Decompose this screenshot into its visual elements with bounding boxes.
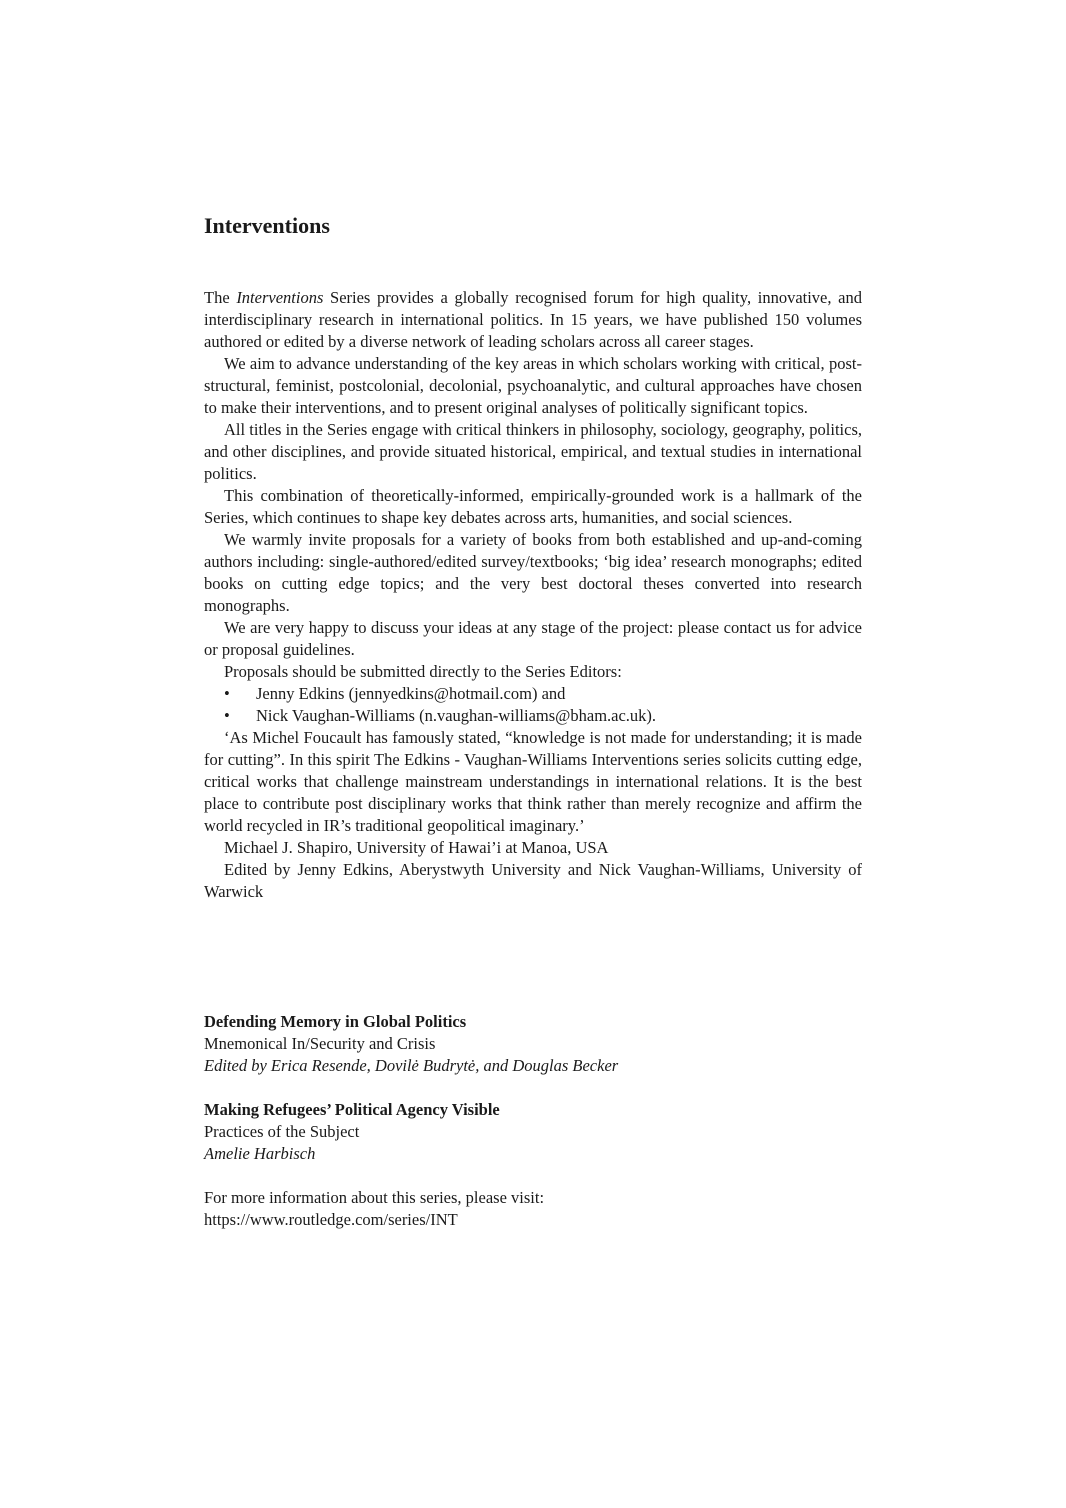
series-url[interactable]: https://www.routledge.com/series/INT bbox=[204, 1210, 458, 1229]
book-subtitle: Mnemonical In/Security and Crisis bbox=[204, 1034, 436, 1053]
list-item bbox=[204, 705, 862, 727]
editor-entry: Nick Vaughan-Williams (n.vaughan-williams@bham.ac.uk). bbox=[256, 706, 657, 725]
series-description bbox=[204, 287, 862, 903]
series-name-italic: Interventions bbox=[236, 288, 324, 307]
edited-by-line: Edited by Jenny Edkins, Aberystwyth University and Nick Vaughan-Williams, University of Warwick bbox=[204, 860, 862, 901]
book-list bbox=[204, 1011, 862, 1187]
bullet-icon: • bbox=[224, 706, 230, 725]
book-author: Amelie Harbisch bbox=[204, 1144, 316, 1163]
intro-paragraph-7: Proposals should be submitted directly to the Series Editors: bbox=[224, 662, 622, 681]
intro-paragraph-1 bbox=[204, 287, 862, 353]
series-editors-list bbox=[204, 683, 862, 727]
more-info bbox=[204, 1187, 862, 1231]
intro-p1-suffix: Series provides a globally recognised forum for high quality, innovative, and interdisciplinary research in international politics. In 15 years, we have published 150 volumes authored or edited by a diverse network of leading scholars across all career stages. bbox=[204, 288, 862, 351]
quote-attribution: Michael J. Shapiro, University of Hawai’i at Manoa, USA bbox=[224, 838, 609, 857]
book-entry bbox=[204, 1011, 862, 1077]
intro-paragraph-5: We warmly invite proposals for a variety of books from both established and up-and-coming authors including: single-authored/edited survey/textbooks; ‘big idea’ research monographs; edited books on cutting edge topics; and the very best doctoral theses converted into research monographs. bbox=[204, 530, 862, 615]
intro-p1-prefix: The bbox=[204, 288, 237, 307]
book-title: Making Refugees’ Political Agency Visible bbox=[204, 1100, 500, 1119]
book-entry bbox=[204, 1099, 862, 1165]
intro-paragraph-3: All titles in the Series engage with critical thinkers in philosophy, sociology, geography, politics, and other disciplines, and provide situated historical, empirical, and textual studies in international politics. bbox=[204, 420, 862, 483]
more-info-label: For more information about this series, please visit: bbox=[204, 1188, 545, 1207]
editor-entry: Jenny Edkins (jennyedkins@hotmail.com) and bbox=[256, 684, 566, 703]
intro-paragraph-6: We are very happy to discuss your ideas at any stage of the project: please contact us for advice or proposal guidelines. bbox=[204, 618, 862, 659]
series-title: Interventions bbox=[204, 213, 330, 238]
intro-paragraph-4: This combination of theoretically-informed, empirically-grounded work is a hallmark of the Series, which continues to shape key debates across arts, humanities, and social sciences. bbox=[204, 486, 862, 527]
book-author: Edited by Erica Resende, Dovilė Budrytė, and Douglas Becker bbox=[204, 1056, 619, 1075]
book-subtitle: Practices of the Subject bbox=[204, 1122, 360, 1141]
bullet-icon: • bbox=[224, 684, 230, 703]
list-item bbox=[204, 683, 862, 705]
endorsement-quote: ‘As Michel Foucault has famously stated, “knowledge is not made for understanding; it is made for cutting”. In this spirit The Edkins - Vaughan-Williams Interventions series solicits cutting edge, critical works that challenge mainstream understandings in international relations. It is the best place to contribute post disciplinary works that think rather than merely recognize and affirm the world recycled in IR’s traditional geopolitical imaginary.’ bbox=[204, 728, 862, 835]
intro-paragraph-2: We aim to advance understanding of the key areas in which scholars working with critical, post-structural, feminist, postcolonial, decolonial, psychoanalytic, and cultural approaches have chosen to make their interventions, and to present original analyses of politically significant topics. bbox=[204, 354, 862, 417]
book-title: Defending Memory in Global Politics bbox=[204, 1012, 467, 1031]
